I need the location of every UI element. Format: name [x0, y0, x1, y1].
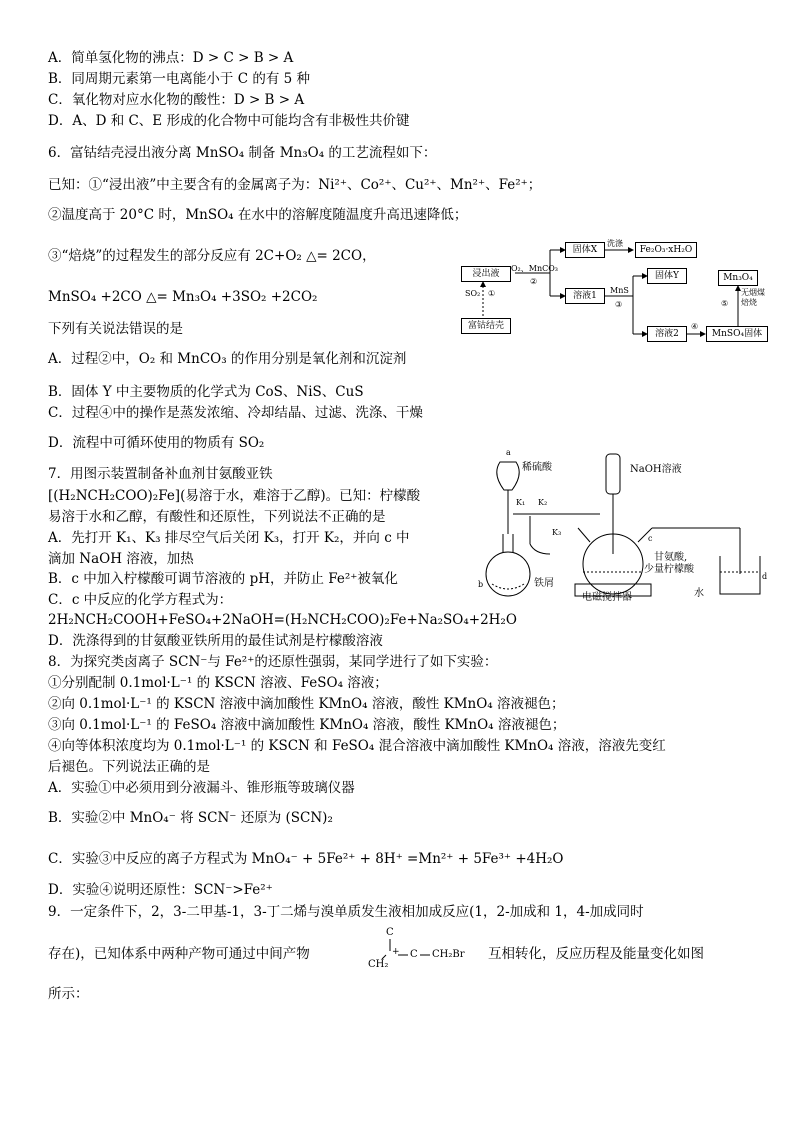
- q6-ask: 下列有关说法错误的是: [48, 321, 183, 337]
- apparatus-stirrer: 电磁搅拌器: [582, 592, 632, 603]
- q5-option-c: C．氧化物对应水化物的酸性：D > B > A: [48, 92, 305, 108]
- flow-filtrate2-box: 溶液2: [647, 326, 687, 342]
- apparatus-naoh: NaOH溶液: [630, 464, 682, 475]
- structure-c-mid: C: [410, 949, 418, 960]
- q7-option-d: D．洗涤得到的甘氨酸亚铁所用的最佳试剂是柠檬酸溶液: [48, 633, 383, 649]
- apparatus-water: 水: [694, 588, 704, 599]
- q9-line-2a: 存在)，已知体系中两种产物可通过中间产物: [48, 946, 310, 962]
- q9-line-1: 9．一定条件下，2，3-二甲基-1，3-丁二烯与溴单质发生液相加成反应(1，2-加成和 1，4-加成同时: [48, 904, 644, 920]
- flow-mnso4-box: MnSO₄固体: [706, 326, 768, 342]
- q6-known-3: ③“焙烧”的过程发生的部分反应有 2C+O₂ △= 2CO，: [48, 248, 376, 264]
- flow-step1-label: ①: [488, 289, 496, 298]
- apparatus-drawing: [470, 444, 770, 604]
- q8-option-d: D．实验④说明还原性：SCN⁻>Fe²⁺: [48, 882, 273, 898]
- flow-filtrate1-box: 溶液1: [565, 288, 605, 304]
- q7-option-c-equation: 2H₂NCH₂COOH+FeSO₄+2NaOH=(H₂NCH₂COO)₂Fe+Na₂SO₄+2H₂O: [48, 612, 517, 628]
- apparatus-citric: 少量柠檬酸: [644, 564, 694, 575]
- apparatus-k2: K₂: [538, 498, 548, 507]
- q6-known-1: 已知：①“浸出液”中主要含有的金属离子为：Ni²⁺、Co²⁺、Cu²⁺、Mn²⁺、Fe²⁺；: [48, 177, 542, 193]
- flow-solid-x-box: 固体X: [565, 242, 605, 258]
- flow-wash-label: 洗涤: [607, 239, 623, 248]
- q5-option-d: D．A、D 和 C、E 形成的化合物中可能均含有非极性共价键: [48, 113, 410, 129]
- apparatus-iron: 铁屑: [534, 578, 554, 589]
- flow-fe2o3-box: Fe₂O₃·xH₂O: [635, 242, 697, 258]
- flow-so2-label: SO₂: [465, 289, 481, 298]
- apparatus-k3: K₃: [552, 528, 562, 537]
- q6-flow-diagram: [455, 236, 775, 346]
- flow-mns-label: MnS: [610, 286, 629, 295]
- q8-step-3: ③向 0.1mol·L⁻¹ 的 FeSO₄ 溶液中滴加酸性 KMnO₄ 溶液，酸性 KMnO₄ 溶液褪色；: [48, 717, 566, 733]
- flow-reagent2-label: O₂、MnCO₃: [511, 264, 558, 273]
- q8-step-1: ①分别配制 0.1mol·L⁻¹ 的 KSCN 溶液、FeSO₄ 溶液；: [48, 675, 388, 691]
- q7-stem-3: 易溶于水和乙醇，有酸性和还原性，下列说法不正确的是: [48, 509, 386, 525]
- apparatus-label-d: d: [762, 572, 768, 581]
- flow-step3-label: ③: [615, 300, 623, 309]
- flow-solid-y-box: 固体Y: [647, 268, 687, 284]
- q8-option-c: C．实验③中反应的离子方程式为 MnO₄⁻ + 5Fe²⁺ + 8H⁺ =Mn²⁺ + 5Fe³⁺ +4H₂O: [48, 851, 564, 867]
- q8-option-a: A．实验①中必须用到分液漏斗、锥形瓶等玻璃仪器: [48, 780, 355, 796]
- q5-option-a: A．简单氢化物的沸点：D > C > B > A: [48, 50, 294, 66]
- flow-step5-label: ⑤: [721, 299, 729, 308]
- flow-step2-label: ②: [530, 277, 538, 286]
- flow-roast-label: 无烟煤焙烧: [741, 288, 765, 307]
- apparatus-label-a: a: [506, 448, 511, 457]
- structure-c-top: C: [386, 927, 394, 938]
- q7-option-a-1: A．先打开 K₁、K₃ 排尽空气后关闭 K₃，打开 K₂，并向 c 中: [48, 530, 410, 546]
- q8-step-2: ②向 0.1mol·L⁻¹ 的 KSCN 溶液中滴加酸性 KMnO₄ 溶液，酸性 KMnO₄ 溶液褪色；: [48, 696, 565, 712]
- q9-line-2b: 互相转化，反应历程及能量变化如图: [488, 946, 704, 962]
- apparatus-dilute-acid: 稀硫酸: [522, 462, 552, 473]
- apparatus-label-b: b: [478, 580, 484, 589]
- q9-line-3: 所示：: [48, 986, 89, 1002]
- q6-equation: MnSO₄ +2CO △= Mn₃O₄ +3SO₂ +2CO₂: [48, 289, 318, 305]
- q7-option-c: C．c 中反应的化学方程式为：: [48, 592, 233, 608]
- q7-stem-1: 7．用图示装置制备补血剂甘氨酸亚铁: [48, 466, 273, 482]
- q8-step-4a: ④向等体积浓度均为 0.1mol·L⁻¹ 的 KSCN 和 FeSO₄ 混合溶液中滴加酸性 KMnO₄ 溶液，溶液先变红: [48, 738, 666, 754]
- apparatus-label-c: c: [648, 534, 653, 543]
- q6-option-d: D．流程中可循环使用的物质有 SO₂: [48, 435, 265, 451]
- q6-option-b: B．固体 Y 中主要物质的化学式为 CoS、NiS、CuS: [48, 384, 364, 400]
- q7-apparatus-diagram: [470, 444, 770, 604]
- q9-intermediate-structure: [368, 925, 478, 975]
- apparatus-k1: K₁: [516, 498, 526, 507]
- q6-known-2: ②温度高于 20°C 时，MnSO₄ 在水中的溶解度随温度升高迅速降低；: [48, 207, 468, 223]
- flow-crust-box: 富钴结壳: [461, 318, 511, 334]
- flow-step4-label: ④: [691, 322, 699, 331]
- q8-option-b: B．实验②中 MnO₄⁻ 将 SCN⁻ 还原为 (SCN)₂: [48, 810, 333, 826]
- q6-stem: 6．富钴结壳浸出液分离 MnSO₄ 制备 Mn₃O₄ 的工艺流程如下：: [48, 145, 437, 161]
- structure-ch2br: CH₂Br: [432, 949, 465, 960]
- q6-option-c: C．过程④中的操作是蒸发浓缩、冷却结晶、过滤、洗涤、干燥: [48, 405, 423, 421]
- q7-stem-2: [(H₂NCH₂COO)₂Fe](易溶于水，难溶于乙醇)。已知：柠檬酸: [48, 488, 421, 504]
- structure-plus: +: [392, 947, 400, 957]
- structure-ch2: CH₂: [368, 959, 389, 970]
- q5-option-b: B．同周期元素第一电离能小于 C 的有 5 种: [48, 71, 311, 87]
- apparatus-glycine: 甘氨酸,: [654, 552, 688, 563]
- q7-option-a-2: 滴加 NaOH 溶液，加热: [48, 551, 194, 567]
- flow-leach-box: 浸出液: [461, 266, 511, 282]
- flow-mn3o4-box: Mn₃O₄: [718, 270, 758, 286]
- q6-option-a: A．过程②中，O₂ 和 MnCO₃ 的作用分别是氧化剂和沉淀剂: [48, 351, 407, 367]
- q7-option-b: B．c 中加入柠檬酸可调节溶液的 pH，并防止 Fe²⁺被氧化: [48, 571, 398, 587]
- q8-stem: 8．为探究类卤离子 SCN⁻与 Fe²⁺的还原性强弱，某同学进行了如下实验：: [48, 654, 498, 670]
- q8-step-4b: 后褪色。下列说法正确的是: [48, 759, 210, 775]
